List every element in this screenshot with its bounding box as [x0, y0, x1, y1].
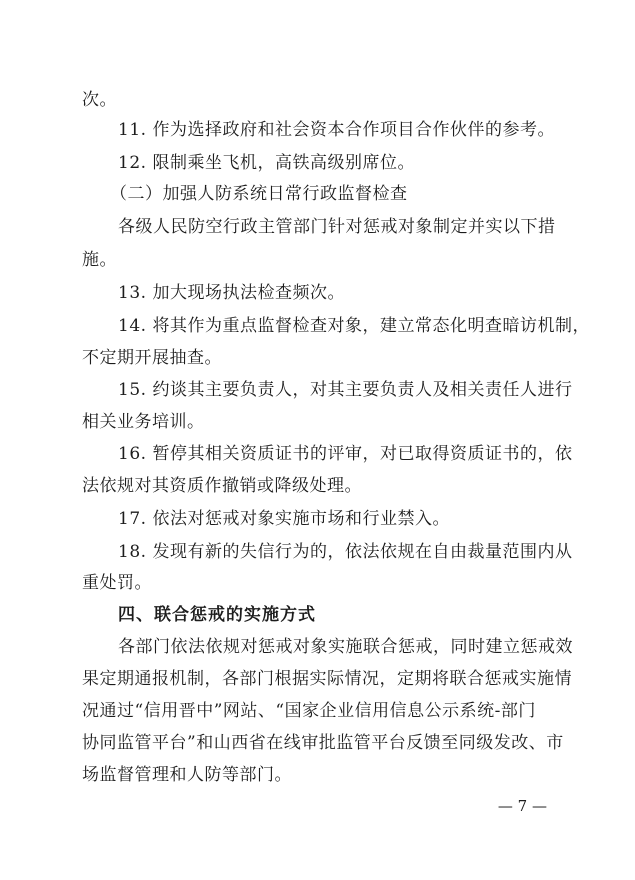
paragraph-line: 协同监管平台”和山西省在线审批监管平台反馈至同级发改、市: [82, 733, 564, 753]
list-item-18: 18. 发现有新的失信行为的，依法依规在自由裁量范围内从: [118, 542, 573, 562]
paragraph-line: 场监督管理和人防等部门。: [82, 765, 292, 785]
list-item-15-cont: 相关业务培训。: [82, 412, 205, 432]
list-item-16-cont: 法依规对其资质作撤销或降级处理。: [82, 476, 362, 496]
list-item-12: 12. 限制乘坐飞机，高铁高级别席位。: [118, 153, 415, 173]
list-item-15: 15. 约谈其主要负责人，对其主要负责人及相关责任人进行: [118, 380, 573, 400]
section-heading-4: 四、联合惩戒的实施方式: [118, 605, 316, 625]
list-item-11: 11. 作为选择政府和社会资本合作项目合作伙伴的参考。: [118, 120, 555, 140]
list-item-14: 14. 将其作为重点监督检查对象，建立常态化明查暗访机制，: [118, 316, 590, 336]
paragraph-line: 况通过“信用晋中”网站、“国家企业信用信息公示系统-部门: [82, 701, 536, 721]
list-item-16: 16. 暂停其相关资质证书的评审，对已取得资质证书的，依: [118, 444, 573, 464]
page-number: — 7 —: [497, 797, 547, 815]
text-line-continuation: 次。: [82, 90, 117, 110]
list-item-18-cont: 重处罚。: [82, 573, 152, 593]
paragraph-line: 各部门依法依规对惩戒对象实施联合惩戒，同时建立惩戒效: [118, 637, 573, 657]
paragraph-line: 施。: [82, 250, 117, 270]
paragraph-line: 各级人民防空行政主管部门针对惩戒对象制定并实以下措: [118, 217, 556, 237]
list-item-14-cont: 不定期开展抽查。: [82, 348, 222, 368]
section-subheading-2: （二）加强人防系统日常行政监督检查: [110, 184, 408, 204]
paragraph-line: 果定期通报机制，各部门根据实际情况，定期将联合惩戒实施情: [82, 669, 572, 689]
list-item-13: 13. 加大现场执法检查频次。: [118, 283, 345, 303]
list-item-17: 17. 依法对惩戒对象实施市场和行业禁入。: [118, 509, 450, 529]
